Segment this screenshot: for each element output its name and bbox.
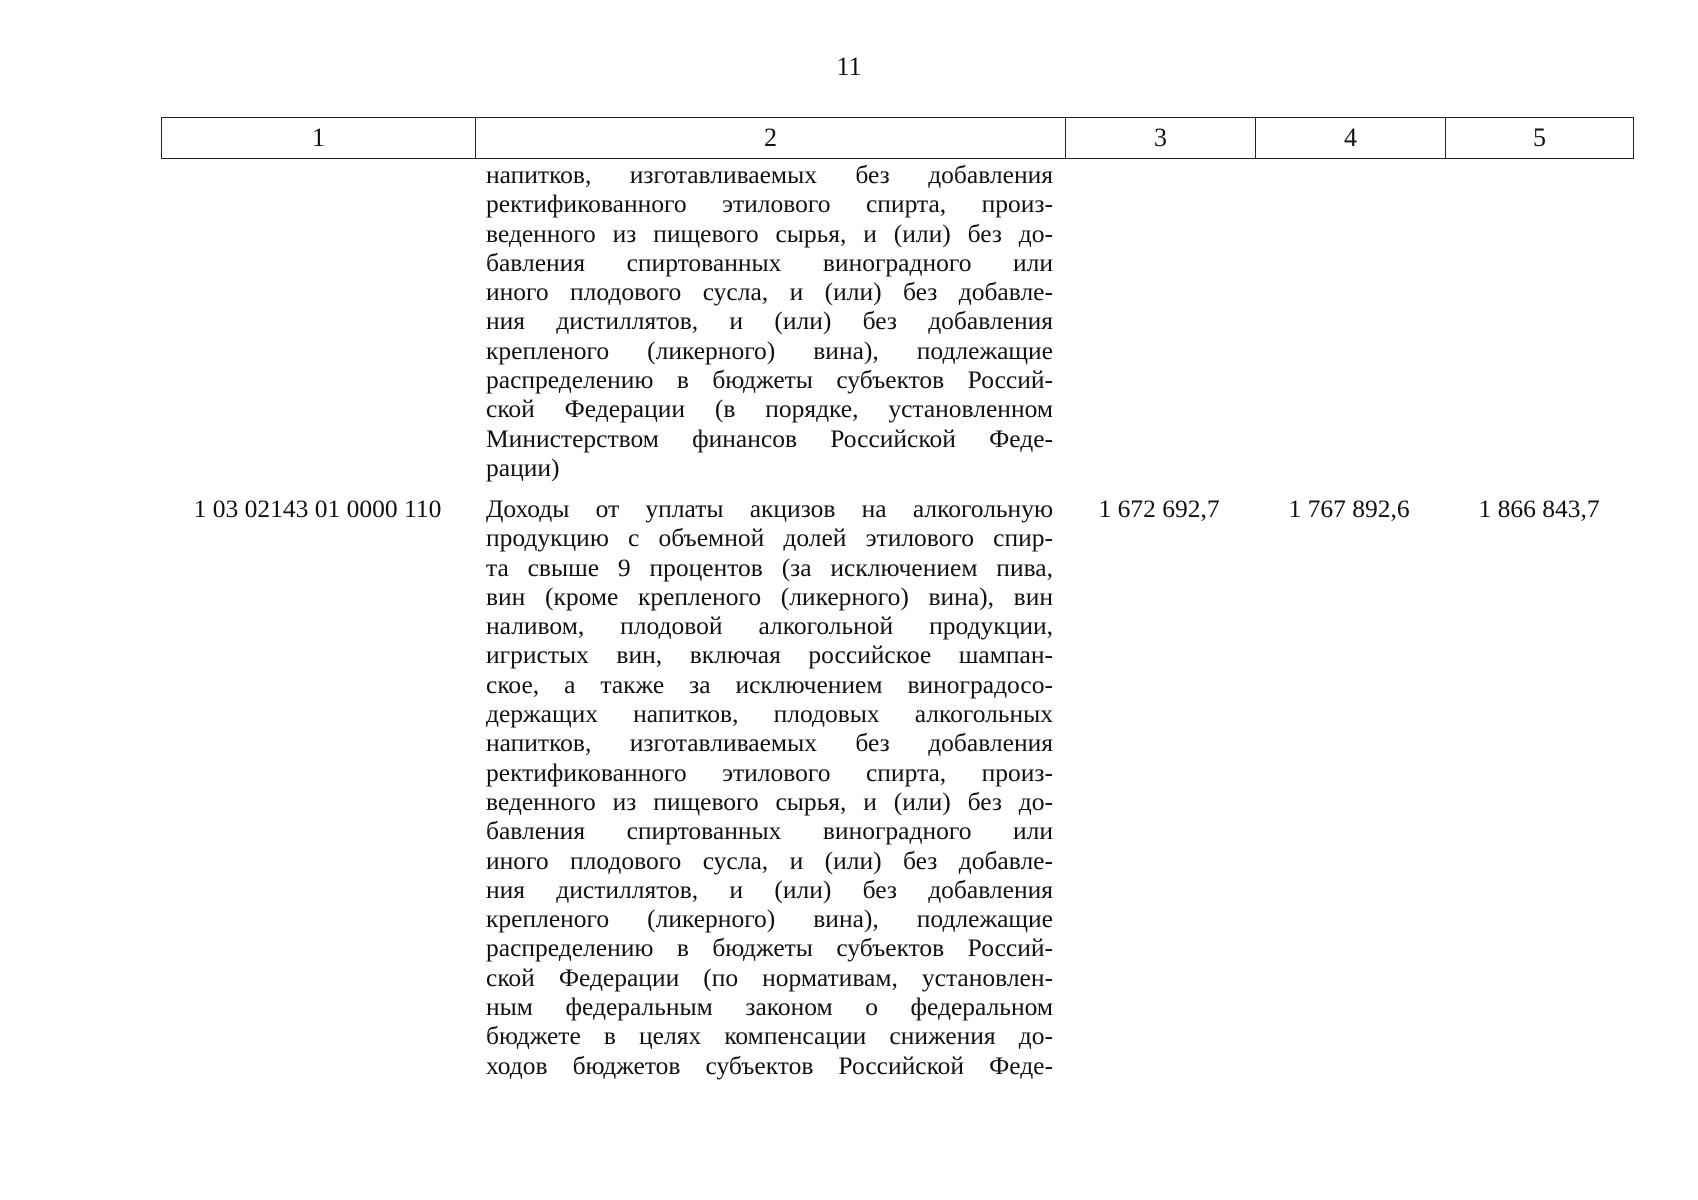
description-line: вин (кроме крепленого (ликерного) вина), вин xyxy=(486,581,1053,611)
description-line: иного плодового сусла, и (или) без добавле- xyxy=(486,845,1053,875)
column-header-4: 4 xyxy=(1256,118,1446,159)
description-line: веденного из пищевого сырья, и (или) без до- xyxy=(486,218,1053,248)
description-line: ходов бюджетов субъектов Российской Феде- xyxy=(486,1050,1053,1080)
description-line: наливом, плодовой алкогольной продукции, xyxy=(486,611,1053,641)
value-col-5: 1 866 843,7 xyxy=(1478,494,1600,523)
description-line: Доходы от уплаты акцизов на алкогольную xyxy=(486,494,1053,523)
description-line: бюджете в целях компенсации снижения до- xyxy=(486,1021,1053,1051)
description-line: распределению в бюджеты субъектов Россий- xyxy=(486,933,1053,963)
description-line: ской Федерации (по нормативам, установлен- xyxy=(486,962,1053,992)
description-line: веденного из пищевого сырья, и (или) без до- xyxy=(486,786,1053,816)
table-header xyxy=(161,117,1634,159)
description-line: держащих напитков, плодовых алкогольных xyxy=(486,699,1053,729)
description-line: ния дистиллятов, и (или) без добавления xyxy=(486,306,1053,336)
row-description xyxy=(486,160,1053,482)
value-col-3: 1 672 692,7 xyxy=(1098,494,1220,523)
value-col-4: 1 767 892,6 xyxy=(1288,494,1410,523)
description-line: рации) xyxy=(486,452,560,482)
column-header-3: 3 xyxy=(1066,118,1256,159)
description-line: Министерством финансов Российской Феде- xyxy=(486,423,1053,453)
description-line: та свыше 9 процентов (за исключением пива, xyxy=(486,552,1053,582)
column-header-5: 5 xyxy=(1446,118,1634,159)
description-line: ректификованного этилового спирта, произ- xyxy=(486,189,1053,219)
description-line: крепленого (ликерного) вина), подлежащие xyxy=(486,904,1053,934)
table-header-row xyxy=(162,118,1634,159)
description-line: ской Федерации (в порядке, установленном xyxy=(486,394,1053,424)
description-line: иного плодового сусла, и (или) без добавле- xyxy=(486,277,1053,307)
description-line: бавления спиртованных виноградного или xyxy=(486,247,1053,277)
description-line: игристых вин, включая российское шампан- xyxy=(486,640,1053,670)
row-description xyxy=(486,494,1053,1080)
description-line: ным федеральным законом о федеральном xyxy=(486,992,1053,1022)
column-header-1: 1 xyxy=(162,118,476,159)
description-line: распределению в бюджеты субъектов Россий- xyxy=(486,365,1053,395)
description-line: бавления спиртованных виноградного или xyxy=(486,816,1053,846)
description-line: ректификованного этилового спирта, произ- xyxy=(486,757,1053,787)
description-line: крепленого (ликерного) вина), подлежащие xyxy=(486,335,1053,365)
page-number: 11 xyxy=(836,52,862,81)
description-line: ния дистиллятов, и (или) без добавления xyxy=(486,874,1053,904)
description-line: напитков, изготавливаемых без добавления xyxy=(486,160,1053,189)
column-header-2: 2 xyxy=(476,118,1066,159)
description-line: продукцию с объемной долей этилового спир- xyxy=(486,523,1053,553)
budget-code: 1 03 02143 01 0000 110 xyxy=(193,494,442,523)
description-line: напитков, изготавливаемых без добавления xyxy=(486,728,1053,758)
description-line: ское, а также за исключением виноградосо- xyxy=(486,669,1053,699)
